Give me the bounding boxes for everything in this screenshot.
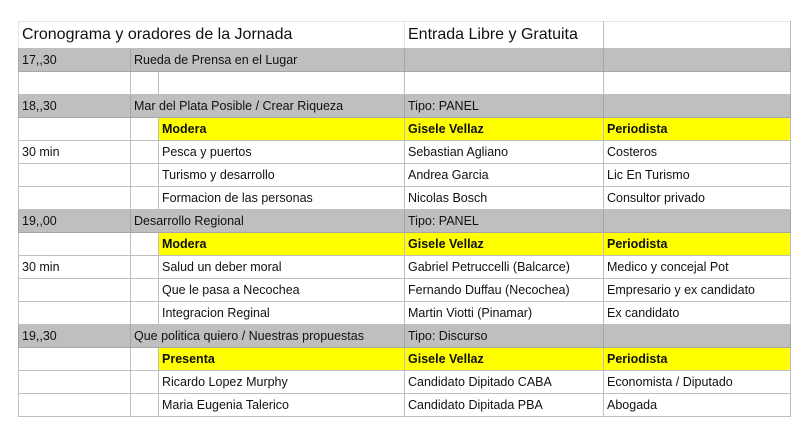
topic-cell: Salud un deber moral <box>159 256 405 279</box>
topic-cell: Pesca y puertos <box>159 141 405 164</box>
indent-cell <box>131 279 159 302</box>
schedule-table <box>18 21 791 417</box>
speaker-name-cell: Maria Eugenia Talerico <box>159 394 405 417</box>
event-cell <box>159 72 405 95</box>
moderator-row <box>19 233 791 256</box>
speaker-row <box>19 187 791 210</box>
event-cell: Mar del Plata Posible / Crear Riqueza <box>131 95 405 118</box>
title-cell: Costeros <box>604 141 791 164</box>
name-cell: Gisele Vellaz <box>405 233 604 256</box>
time-cell <box>19 118 131 141</box>
name-cell: Andrea Garcia <box>405 164 604 187</box>
blank-cell <box>604 95 791 118</box>
candidacy-cell: Candidato Dipitada PBA <box>405 394 604 417</box>
blank-cell <box>604 210 791 233</box>
title-cell: Consultor privado <box>604 187 791 210</box>
candidacy-cell: Candidato Dipitado CABA <box>405 371 604 394</box>
name-cell: Gabriel Petruccelli (Balcarce) <box>405 256 604 279</box>
title-cell: Empresario y ex candidato <box>604 279 791 302</box>
title-cell: Economista / Diputado <box>604 371 791 394</box>
role-cell: Modera <box>159 233 405 256</box>
entrance-label: Entrada Libre y Gratuita <box>405 22 604 49</box>
topic-cell: Que le pasa a Necochea <box>159 279 405 302</box>
title-cell: Periodista <box>604 118 791 141</box>
type-cell: Tipo: Discurso <box>405 325 604 348</box>
spacer-row <box>19 72 791 95</box>
type-cell <box>405 49 604 72</box>
time-cell: 19,,00 <box>19 210 131 233</box>
time-cell: 19,,30 <box>19 325 131 348</box>
time-cell <box>19 348 131 371</box>
time-cell: 17,,30 <box>19 49 131 72</box>
time-cell <box>19 302 131 325</box>
schedule-title: Cronograma y oradores de la Jornada <box>19 22 405 49</box>
title-cell: Medico y concejal Pot <box>604 256 791 279</box>
indent-cell <box>131 164 159 187</box>
speaker-row <box>19 279 791 302</box>
speaker-row <box>19 256 791 279</box>
topic-cell: Integracion Reginal <box>159 302 405 325</box>
session-row <box>19 95 791 118</box>
indent-cell <box>131 187 159 210</box>
session-row <box>19 210 791 233</box>
time-cell <box>19 233 131 256</box>
speaker-row <box>19 164 791 187</box>
speaker-row <box>19 302 791 325</box>
indent-cell <box>131 118 159 141</box>
blank-cell <box>604 325 791 348</box>
title-cell: Periodista <box>604 348 791 371</box>
indent-cell <box>131 302 159 325</box>
speaker-row <box>19 371 791 394</box>
indent-cell <box>131 256 159 279</box>
role-cell: Modera <box>159 118 405 141</box>
time-cell <box>19 371 131 394</box>
name-cell: Fernando Duffau (Necochea) <box>405 279 604 302</box>
type-cell: Tipo: PANEL <box>405 210 604 233</box>
title-cell: Abogada <box>604 394 791 417</box>
moderator-row <box>19 118 791 141</box>
indent-cell <box>131 394 159 417</box>
time-cell <box>19 394 131 417</box>
blank-cell <box>604 72 791 95</box>
time-cell <box>19 72 131 95</box>
role-cell: Presenta <box>159 348 405 371</box>
presenter-row <box>19 348 791 371</box>
speaker-row <box>19 141 791 164</box>
title-cell: Ex candidato <box>604 302 791 325</box>
speaker-name-cell: Ricardo Lopez Murphy <box>159 371 405 394</box>
name-cell: Sebastian Agliano <box>405 141 604 164</box>
name-cell: Gisele Vellaz <box>405 348 604 371</box>
name-cell: Martin Viotti (Pinamar) <box>405 302 604 325</box>
time-cell <box>19 164 131 187</box>
blank-cell <box>604 49 791 72</box>
topic-cell: Turismo y desarrollo <box>159 164 405 187</box>
event-cell: Desarrollo Regional <box>131 210 405 233</box>
name-cell: Nicolas Bosch <box>405 187 604 210</box>
name-cell: Gisele Vellaz <box>405 118 604 141</box>
title-cell: Periodista <box>604 233 791 256</box>
indent-cell <box>131 72 159 95</box>
title-cell: Lic En Turismo <box>604 164 791 187</box>
topic-cell: Formacion de las personas <box>159 187 405 210</box>
time-cell: 30 min <box>19 141 131 164</box>
indent-cell <box>131 233 159 256</box>
indent-cell <box>131 348 159 371</box>
time-cell <box>19 187 131 210</box>
time-cell: 18,,30 <box>19 95 131 118</box>
type-cell <box>405 72 604 95</box>
type-cell: Tipo: PANEL <box>405 95 604 118</box>
time-cell <box>19 279 131 302</box>
header-row <box>19 22 791 49</box>
indent-cell <box>131 371 159 394</box>
event-cell: Rueda de Prensa en el Lugar <box>131 49 405 72</box>
session-row <box>19 325 791 348</box>
header-blank-cell <box>604 22 791 49</box>
time-cell: 30 min <box>19 256 131 279</box>
indent-cell <box>131 141 159 164</box>
event-cell: Que politica quiero / Nuestras propuestas <box>131 325 405 348</box>
speaker-row <box>19 394 791 417</box>
session-row <box>19 49 791 72</box>
